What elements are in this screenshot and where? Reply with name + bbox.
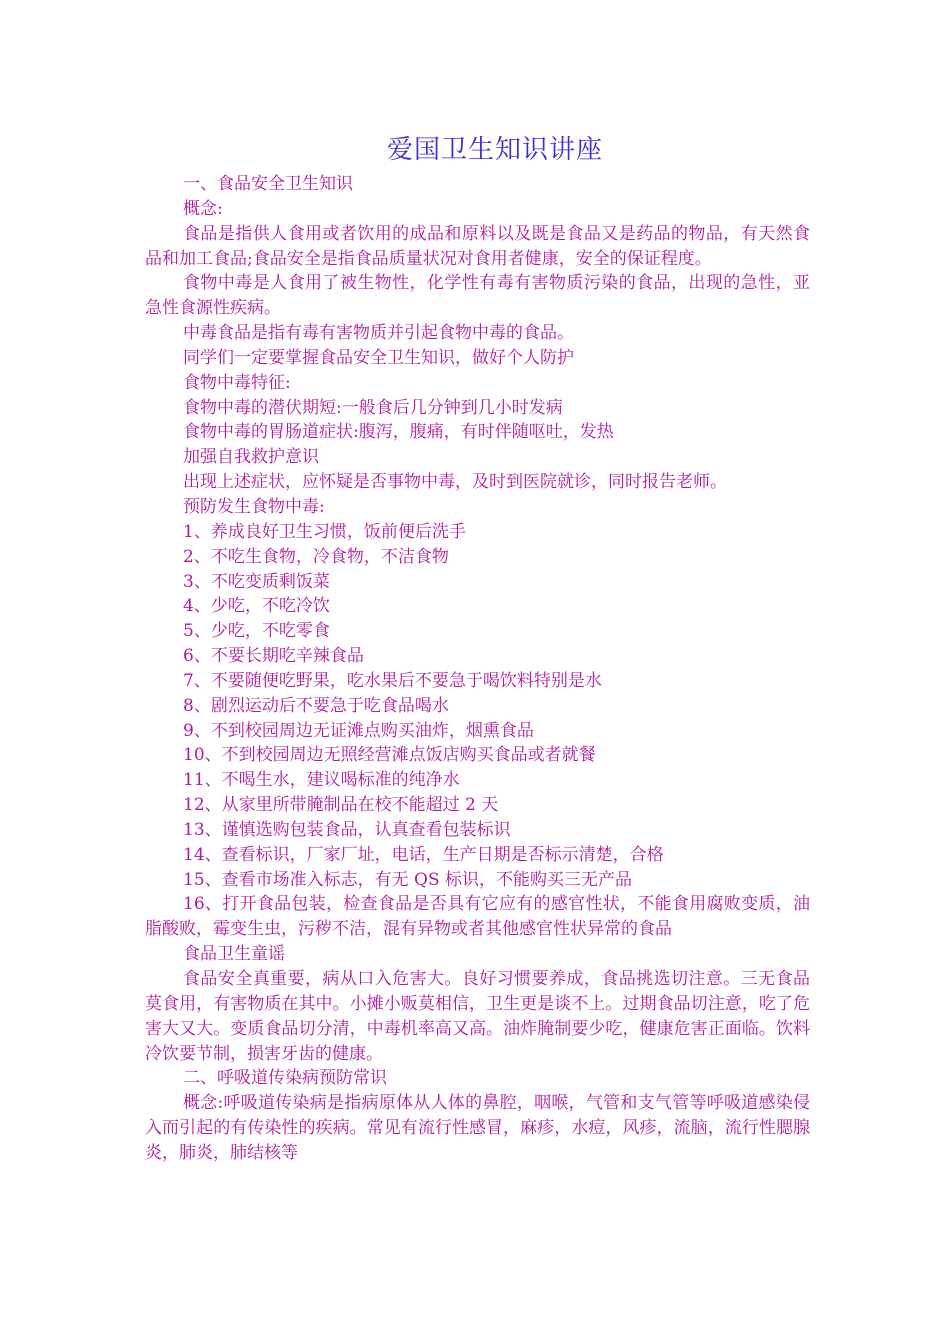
list-item: 16、打开食品包装，检查食品是否具有它应有的感官性状，不能食用腐败变质，油脂酸败，霉变生虫，污秽不洁，混有异物或者其他感官性状异常的食品 (145, 894, 810, 940)
paragraph: 预防发生食物中毒: (183, 496, 325, 517)
list-item: 13、谨慎选购包装食品，认真查看包装标识 (183, 819, 511, 840)
list-item: 2、不吃生食物，冷食物，不洁食物 (183, 546, 449, 567)
paragraph: 食品安全真重要，病从口入危害大。良好习惯要养成，食品挑选切注意。三无食品莫食用，有害物质在其中。小摊小贩莫相信，卫生更是谈不上。过期食品切注意，吃了危害大又大。变质食品切分清，中毒机率高又高。油炸腌制要少吃，健康危害正面临。饮料冷饮要节制，损害牙齿的健康。 (145, 969, 810, 1064)
paragraph: 食物中毒是人食用了被生物性，化学性有毒有害物质污染的食品，出现的急性，亚急性食源性疾病。 (145, 273, 810, 319)
paragraph: 食品是指供人食用或者饮用的成品和原料以及既是食品又是药品的物品，有天然食品和加工食品;食品安全是指食品质量状况对食用者健康，安全的保证程度。 (145, 223, 810, 269)
list-item: 4、少吃，不吃冷饮 (183, 596, 330, 617)
list-item: 15、查看市场准入标志，有无 QS 标识，不能购买三无产品 (183, 869, 633, 890)
paragraph: 食品卫生童谣 (183, 944, 285, 965)
section-heading: 二、呼吸道传染病预防常识 (183, 1068, 387, 1089)
section-heading: 一、食品安全卫生知识 (183, 174, 353, 194)
list-item: 6、不要长期吃辛辣食品 (183, 646, 364, 667)
document-title: 爱国卫生知识讲座 (386, 135, 603, 165)
paragraph: 同学们一定要掌握食品安全卫生知识，做好个人防护 (183, 347, 574, 368)
paragraph: 食物中毒的潜伏期短:一般食后几分钟到几小时发病 (183, 397, 563, 418)
list-item: 8、剧烈运动后不要急于吃食品喝水 (183, 695, 449, 716)
paragraph: 加强自我救护意识 (183, 447, 319, 468)
paragraph: 出现上述症状，应怀疑是否事物中毒，及时到医院就诊，同时报告老师。 (183, 472, 727, 493)
paragraph: 概念: (183, 198, 223, 219)
list-item: 10、不到校园周边无照经营滩点饭店购买食品或者就餐 (183, 745, 596, 766)
list-item: 5、少吃，不吃零食 (183, 621, 330, 642)
document-body (145, 172, 810, 1166)
list-item: 12、从家里所带腌制品在校不能超过 2 天 (183, 795, 499, 816)
paragraph: 中毒食品是指有毒有害物质并引起食物中毒的食品。 (183, 323, 574, 344)
list-item: 3、不吃变质剩饭菜 (183, 571, 330, 592)
paragraph: 食物中毒的胃肠道症状:腹泻，腹痛，有时伴随呕吐，发热 (183, 422, 614, 443)
list-item: 9、不到校园周边无证滩点购买油炸，烟熏食品 (183, 720, 534, 741)
list-item: 14、查看标识，厂家厂址，电话，生产日期是否标示清楚，合格 (183, 844, 664, 865)
list-item: 11、不喝生水，建议喝标准的纯净水 (183, 770, 460, 791)
list-item: 1、养成良好卫生习惯，饭前便后洗手 (183, 521, 466, 542)
paragraph: 概念:呼吸道传染病是指病原体从人体的鼻腔，咽喉，气管和支气管等呼吸道感染侵入而引起的有传染性的疾病。常见有流行性感冒，麻疹，水痘，风疹，流脑，流行性腮腺炎，肺炎，肺结核等 (145, 1093, 810, 1163)
list-item: 7、不要随便吃野果，吃水果后不要急于喝饮料特别是水 (183, 670, 602, 691)
paragraph: 食物中毒特征: (183, 372, 291, 393)
